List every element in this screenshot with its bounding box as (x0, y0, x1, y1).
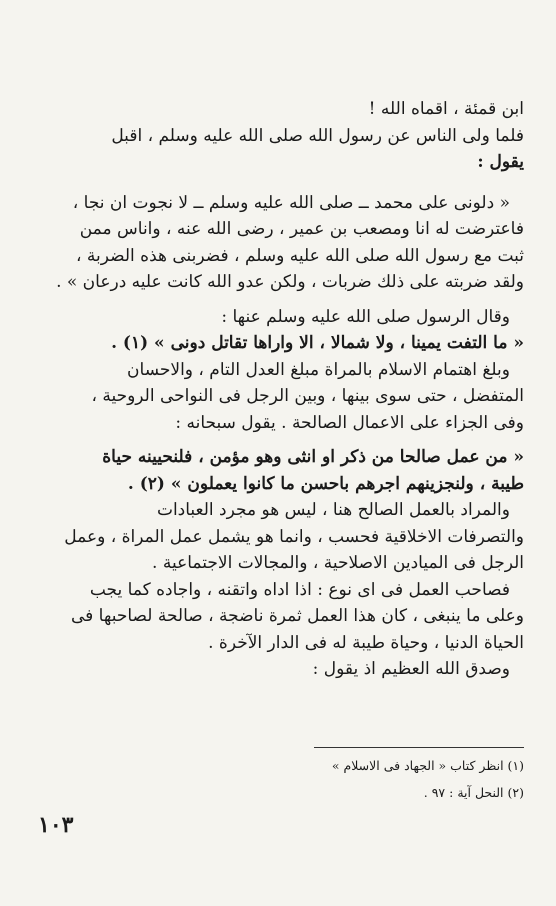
footnote-divider (314, 747, 524, 748)
text-line: وعلى ما ينبغى ، كان هذا العمل ثمرة ناضجة ، صالحة لصاحبها فى (70, 606, 524, 626)
text-line: وقال الرسول صلى الله عليه وسلم عنها : (221, 306, 510, 327)
quote-line: « دلونى على محمد ــ صلى الله عليه وسلم ــ لا نجوت ان نجا ، (72, 192, 510, 213)
verse-line: « من عمل صالحا من ذكر او انثى وهو مؤمن ، فلنحيينه حياة (102, 447, 524, 467)
footnote: (٢) النحل آية : ٩٧ . (423, 785, 524, 800)
text-line: والتصرفات الاخلاقية فحسب ، وانما هو يشمل عمل المراة ، وعمل (64, 526, 524, 547)
text-line: فلما ولى الناس عن رسول الله صلى الله عليه وسلم ، اقبل (111, 125, 524, 146)
quote-line: ثبت مع رسول الله صلى الله عليه وسلم ، فضربنى هذه الضربة ، (76, 245, 524, 266)
text-line: ابن قمئة ، اقماه الله ! (368, 99, 524, 119)
verse-line: طيبة ، ولنجزينهم اجرهم باحسن ما كانوا يعملون » (٢) . (127, 473, 524, 494)
body-text (22, 96, 524, 683)
text-line: وبلغ اهتمام الاسلام بالمراة مبلغ العدل التام ، والاحسان (127, 359, 510, 380)
text-line: فصاحب العمل فى اى نوع : اذا اداه واتقنه ، واجاده كما يجب (89, 579, 510, 600)
quote-line: فاعترضت له انا ومصعب بن عمير ، رضى الله عنه ، واناس ممن (79, 219, 524, 239)
quote-line: ولقد ضربته على ذلك ضربات ، ولكن عدو الله كانت عليه درعان » . (56, 272, 524, 292)
text-line: يقول : (477, 152, 524, 172)
footnote: (١) انظر كتاب « الجهاد فى الاسلام » (331, 758, 524, 773)
hadith-line: « ما التفت يمينا ، ولا شمالا ، الا واراها تقاتل دونى » (١) . (111, 333, 524, 353)
text-line: الرجل فى الميادين الاصلاحية ، والمجالات الاجتماعية . (152, 553, 524, 573)
text-line: وفى الجزاء على الاعمال الصالحة . يقول سبحانه : (175, 412, 524, 433)
paragraph-gap (22, 436, 524, 444)
footnotes (200, 752, 524, 806)
paragraph-gap (22, 176, 524, 190)
page-number: ١٠٣ (38, 812, 74, 838)
paragraph-gap (22, 296, 524, 304)
text-line: والمراد بالعمل الصالح هنا ، ليس هو مجرد العبادات (156, 500, 510, 520)
text-line: الحياة الدنيا ، وحياة طيبة له فى الدار الآخرة . (208, 632, 524, 653)
text-line: المتفضل ، حتى سوى بينها ، وبين الرجل فى النواحى الروحية ، (91, 386, 524, 406)
text-line: وصدق الله العظيم اذ يقول : (312, 659, 510, 679)
